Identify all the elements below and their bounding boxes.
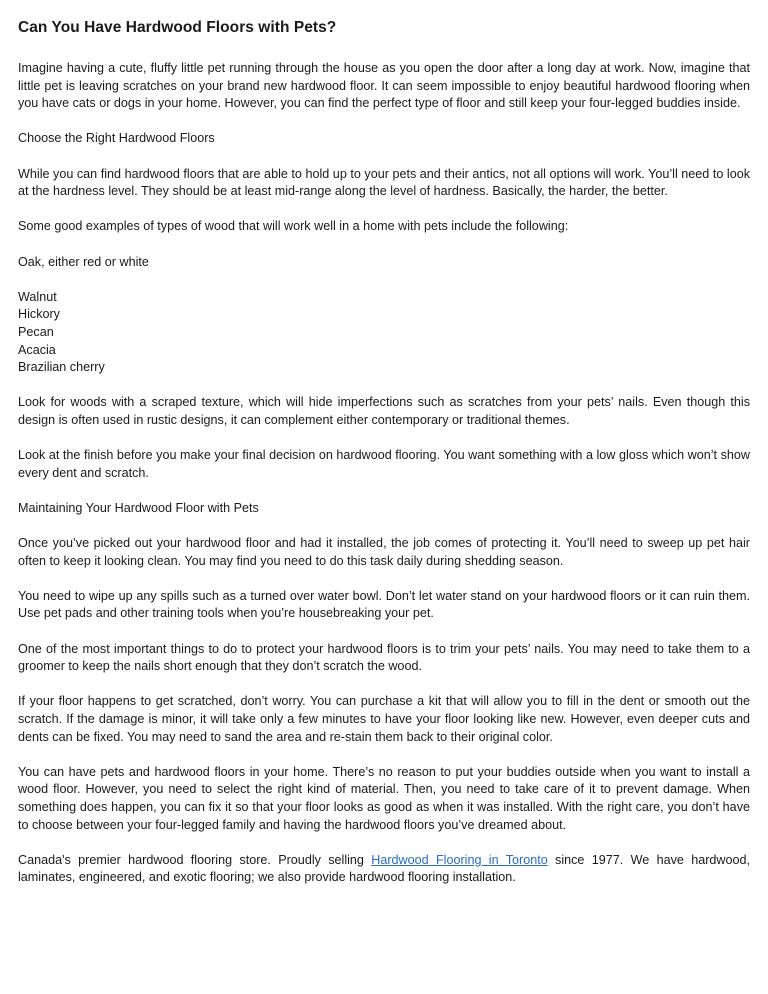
hardness-paragraph: While you can find hardwood floors that are able to hold up to your pets and their antics, not all options will work. You’ll need to look at the hardness level. They should be at least mid-range along the level of hardness. Basically, the harder, the better. — [18, 166, 750, 199]
wood-item: Acacia — [18, 342, 56, 357]
conclusion-paragraph: You can have pets and hardwood floors in your home. There’s no reason to put your buddies outside when you want to install a wood floor. However, you need to select the right kind of material. Then, you need to take care of it to prevent damage. When something does happen, you can fix it so that your floor looks as good as when it was installed. With the right care, you don’t have to choose between your four-legged family and having the hardwood floors you’ve dreamed about. — [18, 764, 750, 832]
examples-paragraph: Some good examples of types of wood that will work well in a home with pets include the following: — [18, 219, 569, 234]
spills-paragraph: You need to wipe up any spills such as a turned over water bowl. Don’t let water stand on your hardwood floors or it can ruin them. Use pet pads and other training tools when you’re housebreaking your pet. — [18, 588, 750, 621]
section-heading-choose: Choose the Right Hardwood Floors — [18, 131, 215, 146]
hardwood-flooring-toronto-link[interactable]: Hardwood Flooring in Toronto — [371, 852, 548, 867]
sweep-paragraph: Once you’ve picked out your hardwood floor and had it installed, the job comes of protecting it. You’ll need to sweep up pet hair often to keep it looking clean. You may find you need to do this task daily during shedding season. — [18, 536, 750, 568]
wood-item: Brazilian cherry — [18, 360, 105, 375]
scraped-texture-paragraph: Look for woods with a scraped texture, which will hide imperfections such as scratches from your pets’ nails. Even though this design is often used in rustic designs, it can complement either contemporary or traditional themes. — [18, 395, 750, 427]
wood-list — [18, 289, 750, 377]
footer-paragraph — [18, 852, 750, 887]
scratched-paragraph: If your floor happens to get scratched, don’t worry. You can purchase a kit that will allow you to fill in the dent or smooth out the scratch. If the damage is minor, it will take only a few minutes to have your floor looking like new. However, even deeper cuts and dents can be fixed. You may need to sand the area and re-stain them back to their original color. — [18, 694, 750, 744]
footer-text-before: Canada's premier hardwood flooring store. Proudly selling — [18, 852, 372, 867]
intro-paragraph: Imagine having a cute, fluffy little pet running through the house as you open the door after a long day at work. Now, imagine that little pet is leaving scratches on your brand new hardwood floor. It can seem impossible to enjoy beautiful hardwood flooring when you have cats or dogs in your home. However, you can find the perfect type of floor and still keep your four-legged buddies inside. — [18, 61, 750, 111]
finish-paragraph: Look at the finish before you make your final decision on hardwood flooring. You want something with a low gloss which won’t show every dent and scratch. — [18, 448, 750, 480]
section-heading-maintaining: Maintaining Your Hardwood Floor with Pets — [18, 500, 259, 515]
nails-paragraph: One of the most important things to do to protect your hardwood floors is to trim your pets’ nails. You may need to take them to a groomer to keep the nails short enough that they don’t scratch the wood. — [18, 641, 750, 674]
wood-item: Hickory — [18, 307, 60, 322]
wood-item: Pecan — [18, 324, 54, 339]
wood-item-oak: Oak, either red or white — [18, 254, 149, 269]
footer-text-after: since 1977. We have hardwood, laminates, engineered, and exotic flooring; we also provide hardwood flooring installation. — [18, 852, 751, 885]
page-title: Can You Have Hardwood Floors with Pets? — [18, 19, 337, 36]
wood-item: Walnut — [18, 289, 57, 304]
